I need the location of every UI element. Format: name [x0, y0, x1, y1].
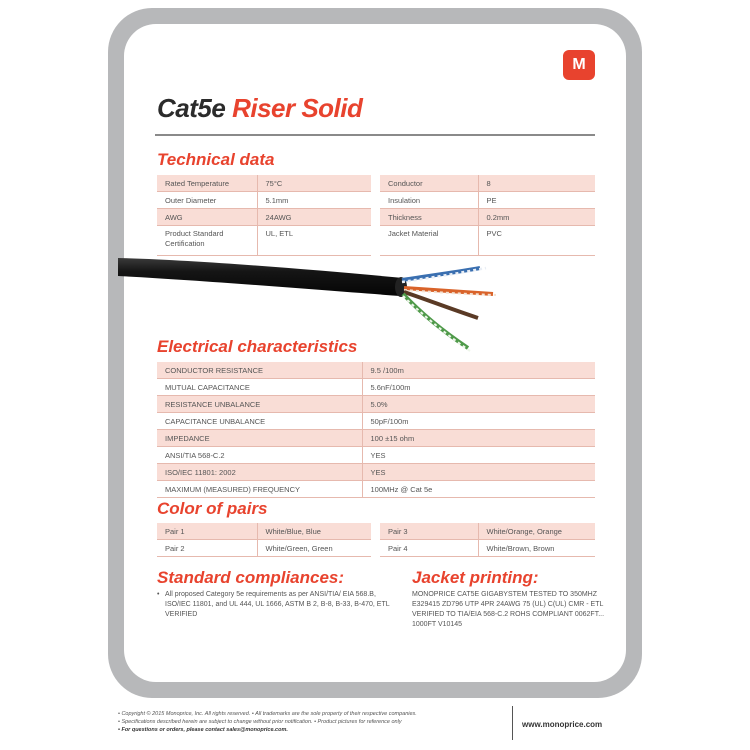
table-row	[157, 481, 595, 498]
table-cell-value: UL, ETL	[257, 226, 371, 256]
compliance-text-block	[157, 590, 390, 620]
table-cell-label: MUTUAL CAPACITANCE	[157, 379, 362, 396]
table-row	[157, 175, 371, 192]
table-cell-label: Pair 3	[380, 523, 478, 540]
table-row	[157, 447, 595, 464]
table-cell-label: IMPEDANCE	[157, 430, 362, 447]
table-cell-label: CAPACITANCE UNBALANCE	[157, 413, 362, 430]
technical-table-left	[157, 175, 371, 256]
footer-legal	[118, 710, 506, 734]
table-cell-value: YES	[362, 447, 595, 464]
table-row	[380, 192, 595, 209]
title-part-1: Cat5e	[157, 93, 226, 123]
table-row	[380, 523, 595, 540]
bullet-icon: •	[157, 591, 160, 598]
pairs-table-right	[380, 523, 595, 557]
table-row	[157, 413, 595, 430]
pairs-heading: Color of pairs	[157, 499, 268, 518]
table-row	[157, 464, 595, 481]
website-link[interactable]: www.monoprice.com	[522, 720, 603, 729]
footer-line-3: • For questions or orders, please contact sales@monoprice.com.	[118, 727, 288, 733]
compliance-text: All proposed Category 5e requirements as per ANSI/TIA/ EIA 568.B, ISO/IEC 11801, and UL 444, UL 1666, ASTM B 2, B-8, B-33, B-470, ETL VERIFIED	[165, 591, 390, 618]
technical-data-heading: Technical data	[157, 150, 275, 169]
table-cell-value: PE	[478, 192, 595, 209]
table-row	[157, 362, 595, 379]
monoprice-logo: M	[563, 50, 595, 80]
table-row	[157, 540, 371, 557]
electrical-heading: Electrical characteristics	[157, 337, 358, 356]
footer-divider	[512, 706, 513, 740]
table-row	[380, 540, 595, 557]
table-cell-label: Pair 2	[157, 540, 257, 557]
table-cell-label: ISO/IEC 11801: 2002	[157, 464, 362, 481]
table-cell-value: 50pF/100m	[362, 413, 595, 430]
jacket-printing-text: MONOPRICE CAT5E GIGABYSTEM TESTED TO 350MHZ E329415 ZD796 UTP 4PR 24AWG 75 (UL) C(UL) CMR - ETL VERIFIED TO TIA/EIA 568-C.2 ROHS COMPLIANT 0062FT... 1000FT V10145	[412, 591, 605, 628]
table-row	[157, 396, 595, 413]
table-cell-label: RESISTANCE UNBALANCE	[157, 396, 362, 413]
table-cell-value: YES	[362, 464, 595, 481]
table-cell-label: CONDUCTOR RESISTANCE	[157, 362, 362, 379]
table-cell-value: White/Blue, Blue	[257, 523, 371, 540]
table-cell-value: 24AWG	[257, 209, 371, 226]
title-divider	[155, 134, 595, 136]
table-cell-value: White/Orange, Orange	[478, 523, 595, 540]
table-cell-value: 5.0%	[362, 396, 595, 413]
table-cell-label: Insulation	[380, 192, 478, 209]
table-cell-label: Pair 1	[157, 523, 257, 540]
table-row	[380, 209, 595, 226]
pairs-table-left	[157, 523, 371, 557]
table-cell-value: 75°C	[257, 175, 371, 192]
footer-line-1: • Copyright © 2015 Monoprice, Inc. All rights reserved. • All trademarks are the sole property of their respective companies.	[118, 711, 417, 717]
technical-table-right	[380, 175, 595, 256]
table-cell-label: ANSI/TIA 568-C.2	[157, 447, 362, 464]
table-row	[157, 192, 371, 209]
table-cell-value: White/Brown, Brown	[478, 540, 595, 557]
table-cell-value: PVC	[478, 226, 595, 256]
table-cell-value: 5.1mm	[257, 192, 371, 209]
table-cell-label: Outer Diameter	[157, 192, 257, 209]
footer-line-2: • Specifications described herein are subject to change without prior notification. • Product pictures for reference only	[118, 719, 402, 725]
table-cell-value: 100MHz @ Cat 5e	[362, 481, 595, 498]
table-cell-label: Pair 4	[380, 540, 478, 557]
table-cell-value: 0.2mm	[478, 209, 595, 226]
table-row	[157, 523, 371, 540]
table-cell-label: Product Standard Certification	[157, 226, 257, 256]
electrical-table	[157, 362, 595, 498]
table-row	[157, 379, 595, 396]
table-cell-label: Rated Temperature	[157, 175, 257, 192]
table-cell-label: AWG	[157, 209, 257, 226]
compliance-heading: Standard compliances:	[157, 568, 345, 587]
table-cell-label: Conductor	[380, 175, 478, 192]
table-row	[157, 209, 371, 226]
table-cell-value: 9.5 /100m	[362, 362, 595, 379]
table-cell-value: 8	[478, 175, 595, 192]
table-cell-label: MAXIMUM (MEASURED) FREQUENCY	[157, 481, 362, 498]
table-cell-value: 5.6nF/100m	[362, 379, 595, 396]
table-cell-label: Jacket Material	[380, 226, 478, 256]
jacket-printing-heading: Jacket printing:	[412, 568, 539, 587]
title-part-2: Riser Solid	[232, 93, 363, 123]
table-cell-value: White/Green, Green	[257, 540, 371, 557]
table-row	[380, 175, 595, 192]
table-row	[157, 430, 595, 447]
table-cell-label: Thickness	[380, 209, 478, 226]
table-cell-value: 100 ±15 ohm	[362, 430, 595, 447]
page-title	[157, 93, 362, 124]
